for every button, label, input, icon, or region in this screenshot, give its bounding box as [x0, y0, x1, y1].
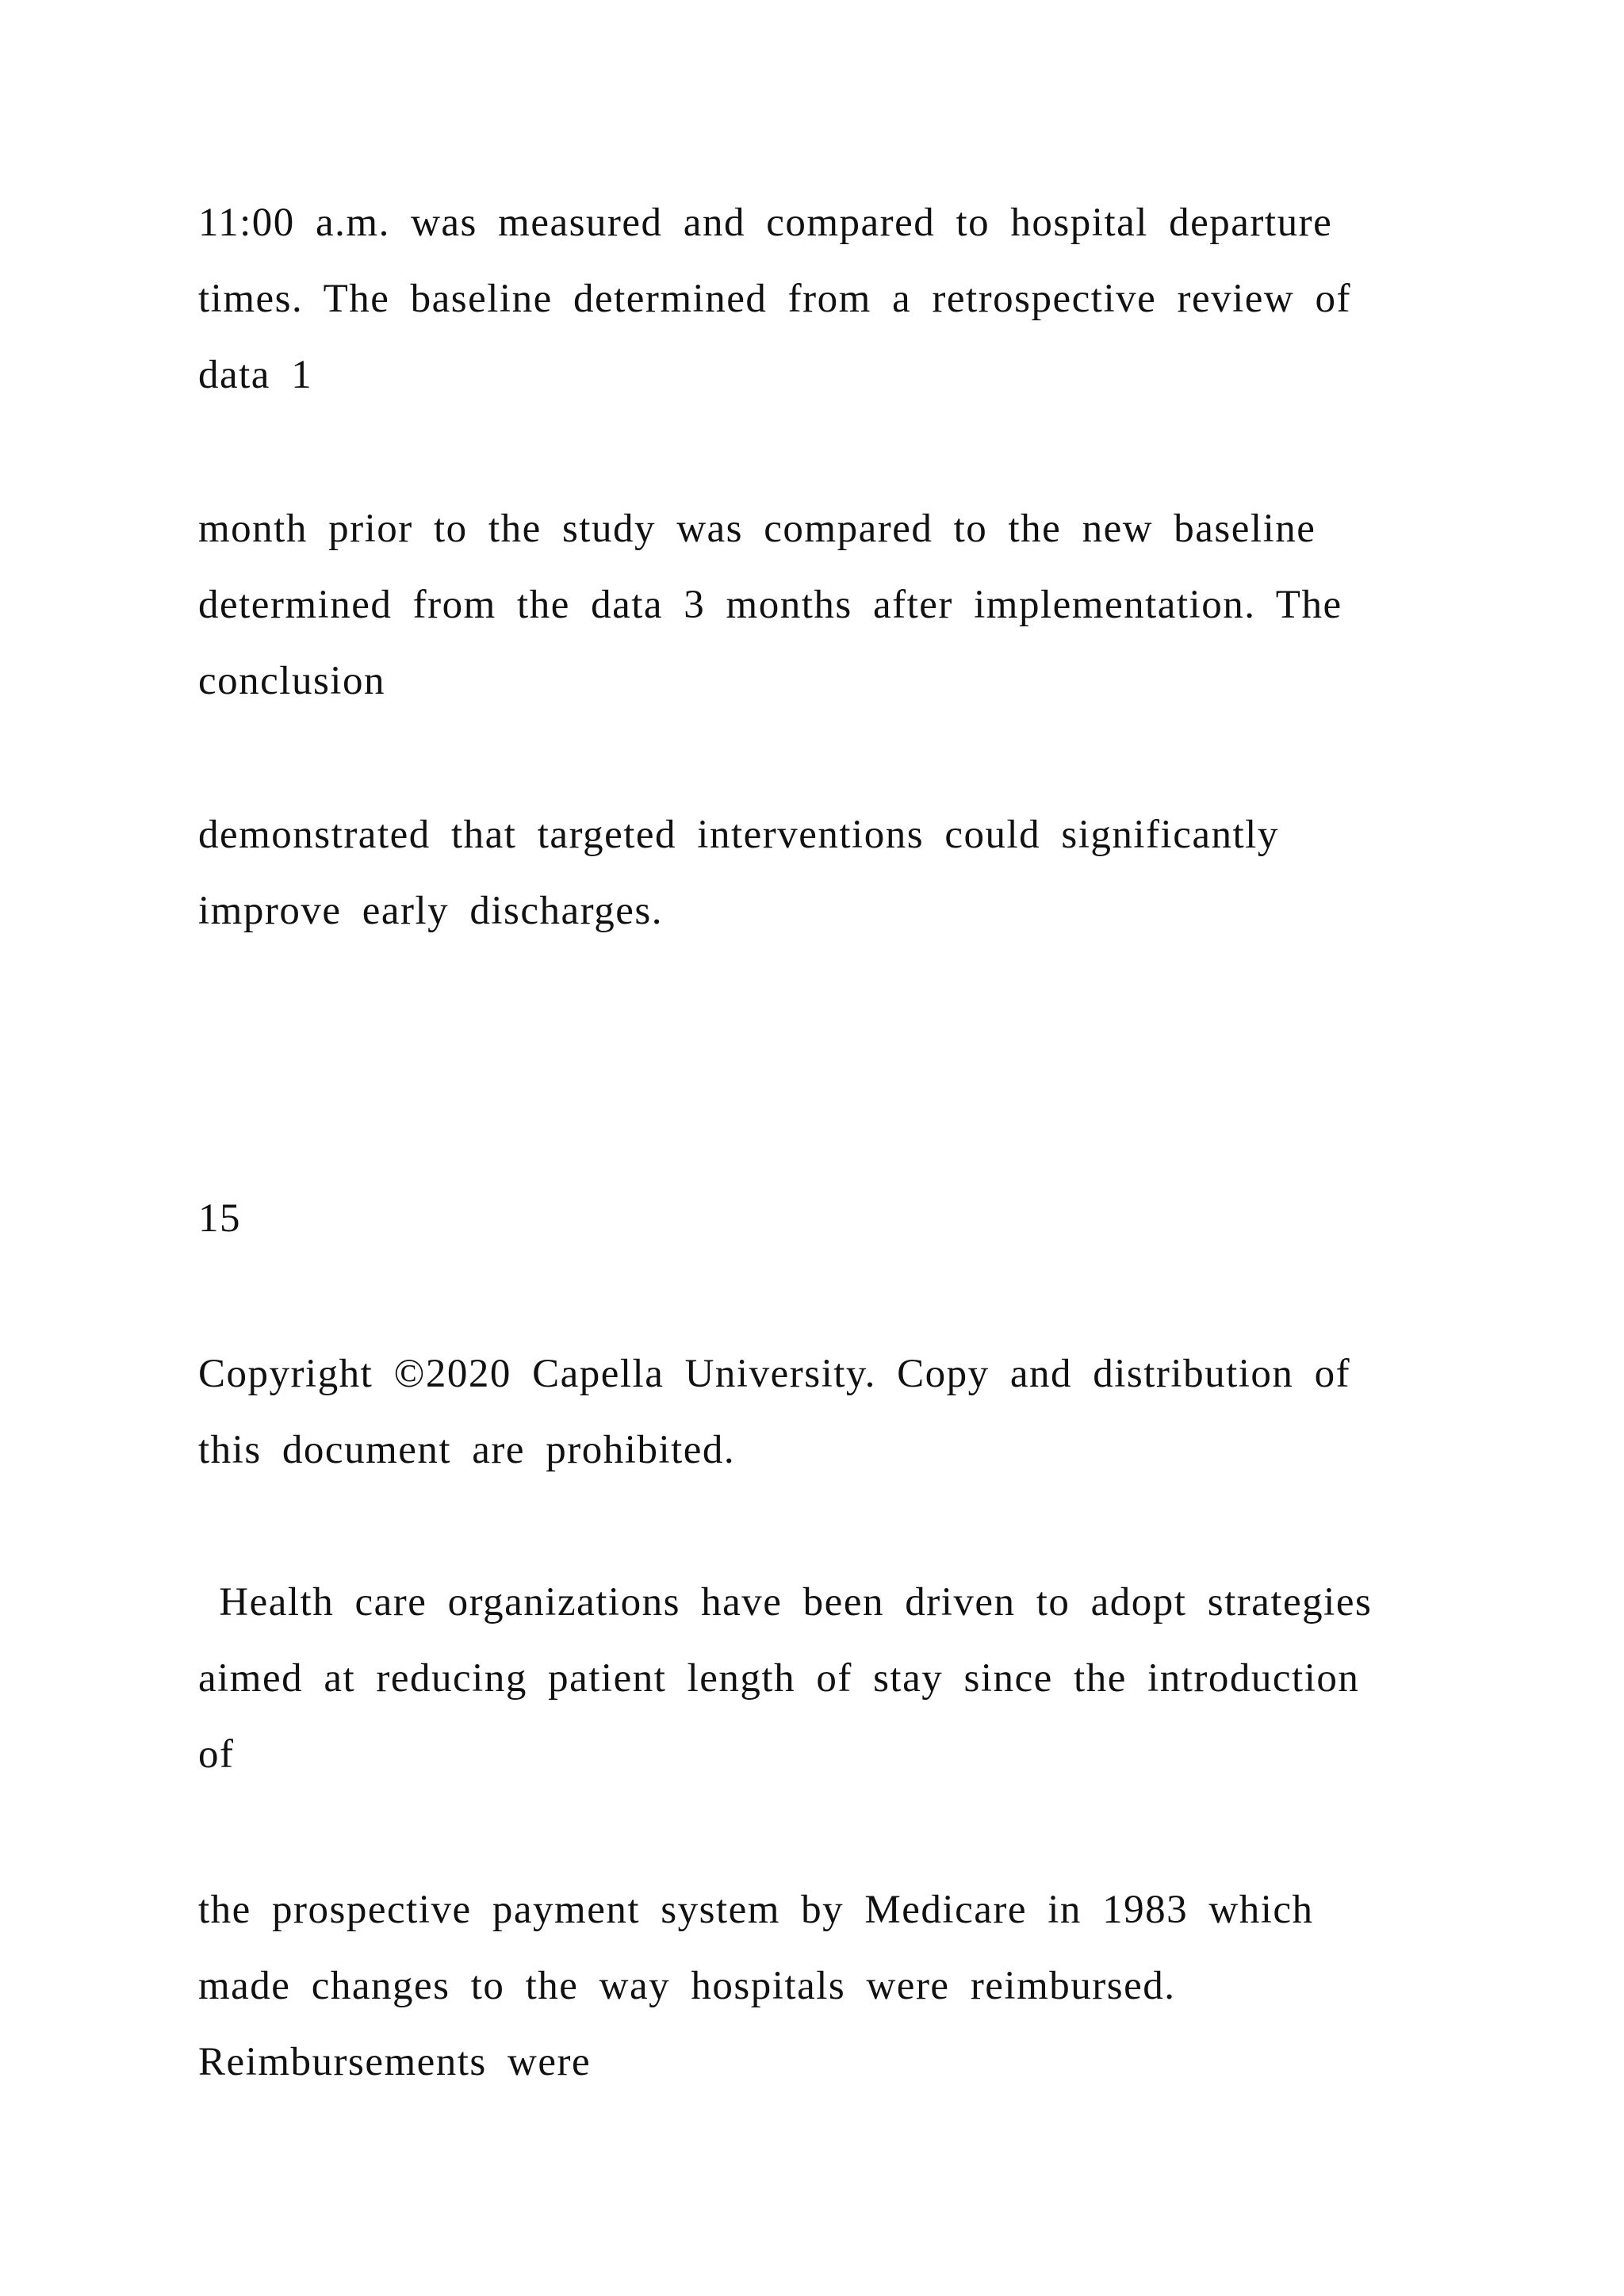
page-number: 15: [198, 1196, 241, 1241]
text-line: of: [198, 1732, 235, 1777]
text-line: aimed at reducing patient length of stay since the introduction: [198, 1656, 1360, 1701]
text-line: month prior to the study was compared to the new baseline: [198, 507, 1316, 551]
text-line: demonstrated that targeted interventions could significantly: [198, 813, 1279, 857]
text-line: improve early discharges.: [198, 889, 663, 933]
text-line: made changes to the way hospitals were reimbursed.: [198, 1964, 1176, 2008]
copyright-notice: Copyright ©2020 Capella University. Copy and distribution of: [198, 1352, 1351, 1396]
text-line: the prospective payment system by Medicare in 1983 which: [198, 1888, 1314, 1932]
text-line: data 1: [198, 353, 313, 397]
text-line: Reimbursements were: [198, 2040, 592, 2084]
text-line: 11:00 a.m. was measured and compared to hospital departure: [198, 201, 1333, 245]
text-line: Health care organizations have been driven to adopt strategies: [198, 1580, 1373, 1624]
text-line: conclusion: [198, 659, 385, 703]
text-line: determined from the data 3 months after implementation. The: [198, 583, 1342, 627]
copyright-notice: this document are prohibited.: [198, 1428, 736, 1472]
text-line: times. The baseline determined from a retrospective review of: [198, 277, 1351, 321]
